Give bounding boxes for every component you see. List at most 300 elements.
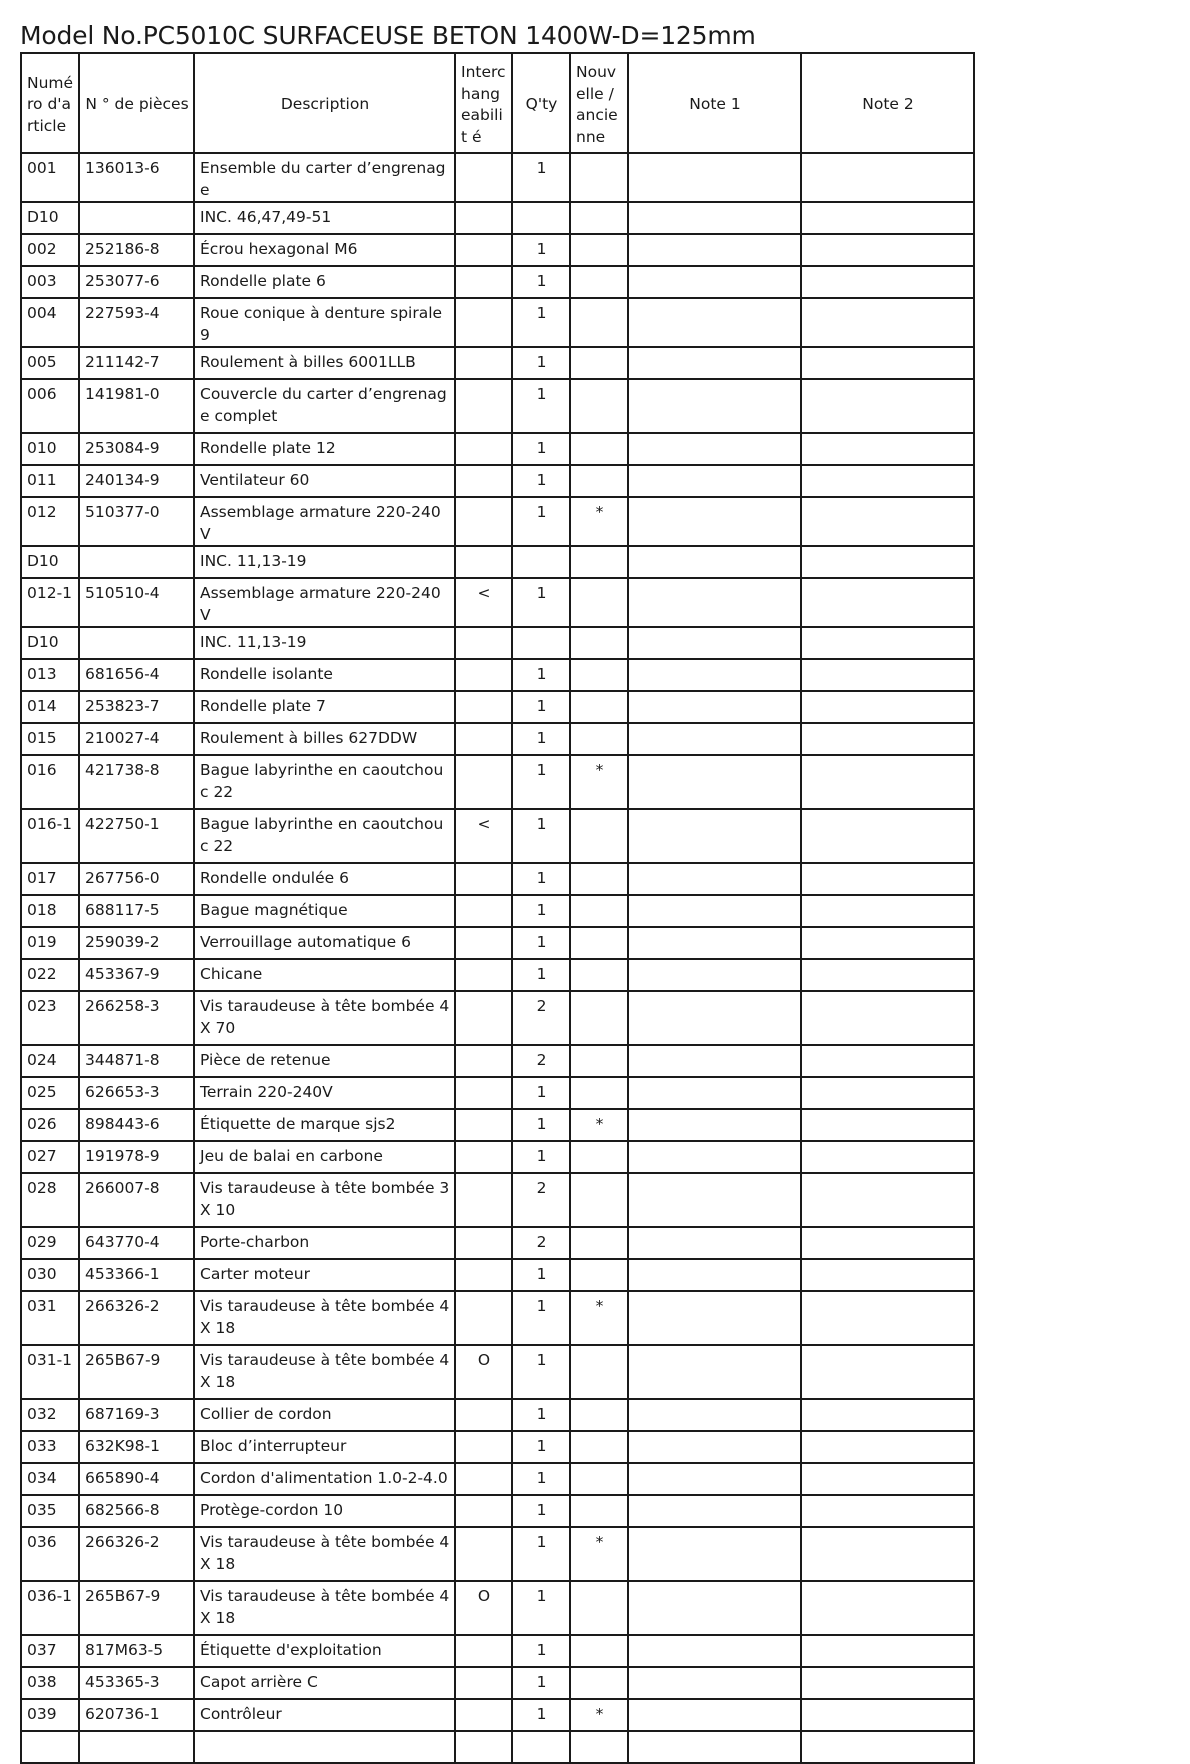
cell-interchangeability <box>455 298 512 347</box>
cell-new-old: * <box>570 1291 628 1345</box>
cell-interchangeability <box>455 927 512 959</box>
cell-note-1 <box>628 723 801 755</box>
cell-description: Étiquette d'exploitation <box>194 1635 455 1667</box>
cell-description: Assemblage armature 220-240V <box>194 578 455 627</box>
cell-note-2 <box>801 298 974 347</box>
cell-new-old <box>570 1173 628 1227</box>
cell-part-number: 688117-5 <box>79 895 194 927</box>
cell-description: Chicane <box>194 959 455 991</box>
cell-note-1 <box>628 202 801 234</box>
cell-item-number: 035 <box>21 1495 79 1527</box>
cell-new-old <box>570 1077 628 1109</box>
cell-description: Capot arrière C <box>194 1667 455 1699</box>
cell-quantity: 1 <box>512 959 570 991</box>
cell-new-old <box>570 1045 628 1077</box>
cell-part-number: 453365-3 <box>79 1667 194 1699</box>
cell-note-2 <box>801 863 974 895</box>
cell-description: Terrain 220-240V <box>194 1077 455 1109</box>
cell-quantity: 1 <box>512 1399 570 1431</box>
cell-note-1 <box>628 546 801 578</box>
cell-item-number: D10 <box>21 627 79 659</box>
cell-new-old <box>570 809 628 863</box>
cell-interchangeability <box>455 266 512 298</box>
table-row <box>21 497 974 546</box>
cell-item-number <box>21 1731 79 1763</box>
cell-quantity: 1 <box>512 723 570 755</box>
cell-note-1 <box>628 1259 801 1291</box>
cell-note-1 <box>628 298 801 347</box>
cell-description: Cordon d'alimentation 1.0-2-4.0 <box>194 1463 455 1495</box>
cell-quantity: 1 <box>512 895 570 927</box>
cell-item-number: 032 <box>21 1399 79 1431</box>
cell-new-old <box>570 863 628 895</box>
cell-note-1 <box>628 1527 801 1581</box>
cell-item-number: 037 <box>21 1635 79 1667</box>
cell-interchangeability: O <box>455 1345 512 1399</box>
cell-note-2 <box>801 959 974 991</box>
cell-note-2 <box>801 234 974 266</box>
table-row <box>21 266 974 298</box>
cell-part-number: 253084-9 <box>79 433 194 465</box>
cell-item-number: 031-1 <box>21 1345 79 1399</box>
cell-item-number: 015 <box>21 723 79 755</box>
cell-quantity: 1 <box>512 1527 570 1581</box>
cell-note-2 <box>801 1399 974 1431</box>
cell-part-number: 227593-4 <box>79 298 194 347</box>
cell-interchangeability <box>455 1731 512 1763</box>
cell-quantity: 1 <box>512 578 570 627</box>
cell-description: Bloc d’interrupteur <box>194 1431 455 1463</box>
cell-interchangeability <box>455 1291 512 1345</box>
cell-quantity: 1 <box>512 1431 570 1463</box>
cell-new-old: * <box>570 755 628 809</box>
cell-description: Ventilateur 60 <box>194 465 455 497</box>
cell-interchangeability <box>455 234 512 266</box>
cell-part-number: 253823-7 <box>79 691 194 723</box>
cell-item-number: D10 <box>21 202 79 234</box>
cell-description: Roulement à billes 6001LLB <box>194 347 455 379</box>
cell-quantity: 2 <box>512 991 570 1045</box>
cell-note-2 <box>801 1463 974 1495</box>
table-row <box>21 465 974 497</box>
table-row <box>21 1399 974 1431</box>
cell-note-2 <box>801 1109 974 1141</box>
cell-interchangeability <box>455 153 512 202</box>
cell-new-old <box>570 1141 628 1173</box>
cell-new-old <box>570 659 628 691</box>
cell-quantity: 1 <box>512 465 570 497</box>
cell-note-1 <box>628 578 801 627</box>
cell-note-1 <box>628 927 801 959</box>
cell-item-number: 033 <box>21 1431 79 1463</box>
cell-quantity: 1 <box>512 1077 570 1109</box>
table-row <box>21 659 974 691</box>
table-row <box>21 1495 974 1527</box>
cell-note-2 <box>801 895 974 927</box>
cell-new-old <box>570 347 628 379</box>
cell-interchangeability <box>455 1141 512 1173</box>
cell-note-1 <box>628 659 801 691</box>
table-row <box>21 691 974 723</box>
cell-part-number: 510510-4 <box>79 578 194 627</box>
cell-item-number: 013 <box>21 659 79 691</box>
cell-new-old: * <box>570 1109 628 1141</box>
cell-description: Ensemble du carter d’engrenage <box>194 153 455 202</box>
cell-interchangeability <box>455 959 512 991</box>
cell-description: Rondelle plate 6 <box>194 266 455 298</box>
cell-part-number: 191978-9 <box>79 1141 194 1173</box>
cell-interchangeability <box>455 1077 512 1109</box>
cell-item-number: 012 <box>21 497 79 546</box>
cell-interchangeability <box>455 1635 512 1667</box>
cell-description: Jeu de balai en carbone <box>194 1141 455 1173</box>
cell-note-1 <box>628 1463 801 1495</box>
cell-new-old <box>570 465 628 497</box>
cell-note-2 <box>801 465 974 497</box>
cell-quantity: 2 <box>512 1227 570 1259</box>
cell-item-number: D10 <box>21 546 79 578</box>
cell-part-number: 817M63-5 <box>79 1635 194 1667</box>
cell-new-old <box>570 927 628 959</box>
cell-note-2 <box>801 723 974 755</box>
cell-item-number: 003 <box>21 266 79 298</box>
cell-note-1 <box>628 1667 801 1699</box>
table-row <box>21 578 974 627</box>
cell-note-1 <box>628 266 801 298</box>
cell-new-old <box>570 691 628 723</box>
table-row <box>21 546 974 578</box>
page-title: Model No.PC5010C SURFACEUSE BETON 1400W-D=125mm <box>20 21 756 50</box>
cell-new-old <box>570 153 628 202</box>
cell-quantity: 1 <box>512 691 570 723</box>
table-row <box>21 1109 974 1141</box>
cell-quantity: 1 <box>512 266 570 298</box>
cell-item-number: 005 <box>21 347 79 379</box>
table-row <box>21 1227 974 1259</box>
cell-note-1 <box>628 1399 801 1431</box>
table-row <box>21 1345 974 1399</box>
cell-part-number: 252186-8 <box>79 234 194 266</box>
cell-quantity: 1 <box>512 234 570 266</box>
cell-note-1 <box>628 1699 801 1731</box>
cell-quantity: 1 <box>512 755 570 809</box>
cell-description: Assemblage armature 220-240V <box>194 497 455 546</box>
cell-quantity <box>512 1731 570 1763</box>
table-row <box>21 234 974 266</box>
cell-note-1 <box>628 627 801 659</box>
table-row <box>21 1731 974 1763</box>
cell-note-1 <box>628 1431 801 1463</box>
cell-quantity: 1 <box>512 153 570 202</box>
cell-item-number: 026 <box>21 1109 79 1141</box>
cell-quantity: 1 <box>512 1635 570 1667</box>
cell-new-old <box>570 1635 628 1667</box>
cell-interchangeability <box>455 1173 512 1227</box>
cell-part-number: 265B67-9 <box>79 1345 194 1399</box>
cell-new-old <box>570 895 628 927</box>
cell-interchangeability <box>455 991 512 1045</box>
cell-part-number: 620736-1 <box>79 1699 194 1731</box>
cell-description: Pièce de retenue <box>194 1045 455 1077</box>
cell-note-2 <box>801 809 974 863</box>
cell-new-old <box>570 1463 628 1495</box>
cell-part-number: 266326-2 <box>79 1527 194 1581</box>
cell-item-number: 011 <box>21 465 79 497</box>
cell-new-old <box>570 1495 628 1527</box>
cell-note-2 <box>801 659 974 691</box>
cell-description: Collier de cordon <box>194 1399 455 1431</box>
cell-interchangeability <box>455 895 512 927</box>
cell-quantity: 1 <box>512 1667 570 1699</box>
cell-interchangeability <box>455 1045 512 1077</box>
table-row <box>21 927 974 959</box>
cell-item-number: 031 <box>21 1291 79 1345</box>
cell-note-2 <box>801 497 974 546</box>
header-note-1: Note 1 <box>628 53 801 153</box>
cell-item-number: 016-1 <box>21 809 79 863</box>
cell-quantity: 2 <box>512 1173 570 1227</box>
cell-note-2 <box>801 927 974 959</box>
cell-note-2 <box>801 691 974 723</box>
cell-note-1 <box>628 863 801 895</box>
cell-description: Vis taraudeuse à tête bombée 4X 18 <box>194 1291 455 1345</box>
cell-item-number: 016 <box>21 755 79 809</box>
table-row <box>21 433 974 465</box>
cell-part-number <box>79 202 194 234</box>
header-note-2: Note 2 <box>801 53 974 153</box>
cell-item-number: 027 <box>21 1141 79 1173</box>
header-part-number: N ° de pièces <box>79 53 194 153</box>
cell-item-number: 028 <box>21 1173 79 1227</box>
cell-note-1 <box>628 959 801 991</box>
table-row <box>21 863 974 895</box>
table-row <box>21 1667 974 1699</box>
table-row <box>21 1527 974 1581</box>
cell-note-2 <box>801 1667 974 1699</box>
cell-item-number: 030 <box>21 1259 79 1291</box>
cell-quantity: 1 <box>512 298 570 347</box>
header-interchangeability: Interc hang eabilit é <box>455 53 512 153</box>
cell-item-number: 002 <box>21 234 79 266</box>
cell-note-1 <box>628 1227 801 1259</box>
cell-note-1 <box>628 1495 801 1527</box>
cell-description: Contrôleur <box>194 1699 455 1731</box>
cell-part-number: 453367-9 <box>79 959 194 991</box>
cell-note-1 <box>628 153 801 202</box>
cell-new-old: * <box>570 1527 628 1581</box>
cell-part-number: 136013-6 <box>79 153 194 202</box>
cell-note-1 <box>628 465 801 497</box>
cell-note-1 <box>628 991 801 1045</box>
cell-quantity <box>512 202 570 234</box>
cell-new-old <box>570 1259 628 1291</box>
cell-part-number: 259039-2 <box>79 927 194 959</box>
cell-note-2 <box>801 1345 974 1399</box>
cell-note-2 <box>801 379 974 433</box>
cell-note-2 <box>801 1227 974 1259</box>
cell-note-1 <box>628 1291 801 1345</box>
cell-quantity: 1 <box>512 659 570 691</box>
table-row <box>21 1699 974 1731</box>
cell-item-number: 036-1 <box>21 1581 79 1635</box>
cell-new-old <box>570 1731 628 1763</box>
cell-new-old <box>570 1345 628 1399</box>
cell-part-number: 344871-8 <box>79 1045 194 1077</box>
cell-note-2 <box>801 1141 974 1173</box>
cell-description: Carter moteur <box>194 1259 455 1291</box>
cell-new-old <box>570 1667 628 1699</box>
cell-part-number: 266258-3 <box>79 991 194 1045</box>
cell-note-1 <box>628 691 801 723</box>
cell-part-number: 643770-4 <box>79 1227 194 1259</box>
cell-note-1 <box>628 1141 801 1173</box>
cell-new-old <box>570 959 628 991</box>
cell-description: Vis taraudeuse à tête bombée 4X 18 <box>194 1345 455 1399</box>
cell-new-old <box>570 433 628 465</box>
cell-note-2 <box>801 1635 974 1667</box>
cell-note-1 <box>628 1077 801 1109</box>
cell-quantity <box>512 627 570 659</box>
cell-interchangeability <box>455 546 512 578</box>
cell-note-2 <box>801 991 974 1045</box>
cell-part-number: 665890-4 <box>79 1463 194 1495</box>
cell-new-old <box>570 202 628 234</box>
cell-part-number: 510377-0 <box>79 497 194 546</box>
cell-note-2 <box>801 1495 974 1527</box>
cell-note-1 <box>628 1109 801 1141</box>
cell-quantity: 1 <box>512 1141 570 1173</box>
cell-note-2 <box>801 627 974 659</box>
cell-note-2 <box>801 1581 974 1635</box>
cell-item-number: 038 <box>21 1667 79 1699</box>
table-row <box>21 1431 974 1463</box>
cell-interchangeability <box>455 1463 512 1495</box>
cell-description: Couvercle du carter d’engrenage complet <box>194 379 455 433</box>
cell-description <box>194 1731 455 1763</box>
cell-item-number: 025 <box>21 1077 79 1109</box>
cell-part-number: 141981-0 <box>79 379 194 433</box>
cell-quantity: 1 <box>512 1463 570 1495</box>
cell-description: Roue conique à denture spirale 9 <box>194 298 455 347</box>
cell-description: Vis taraudeuse à tête bombée 4X 18 <box>194 1581 455 1635</box>
cell-note-2 <box>801 202 974 234</box>
cell-interchangeability <box>455 497 512 546</box>
cell-interchangeability: < <box>455 578 512 627</box>
cell-new-old <box>570 1431 628 1463</box>
cell-new-old <box>570 723 628 755</box>
cell-item-number: 006 <box>21 379 79 433</box>
table-row <box>21 1045 974 1077</box>
cell-interchangeability <box>455 465 512 497</box>
cell-note-2 <box>801 1259 974 1291</box>
cell-note-2 <box>801 578 974 627</box>
cell-description: Verrouillage automatique 6 <box>194 927 455 959</box>
cell-new-old: * <box>570 497 628 546</box>
cell-interchangeability <box>455 723 512 755</box>
table-row <box>21 298 974 347</box>
cell-new-old <box>570 1581 628 1635</box>
cell-item-number: 029 <box>21 1227 79 1259</box>
cell-part-number: 253077-6 <box>79 266 194 298</box>
cell-quantity: 1 <box>512 809 570 863</box>
cell-part-number: 626653-3 <box>79 1077 194 1109</box>
table-row <box>21 1635 974 1667</box>
cell-description: Porte-charbon <box>194 1227 455 1259</box>
cell-note-1 <box>628 347 801 379</box>
cell-new-old <box>570 266 628 298</box>
cell-interchangeability <box>455 1109 512 1141</box>
cell-item-number: 014 <box>21 691 79 723</box>
parts-table <box>20 52 975 1764</box>
cell-note-2 <box>801 1527 974 1581</box>
cell-interchangeability <box>455 379 512 433</box>
cell-note-2 <box>801 433 974 465</box>
cell-description: INC. 46,47,49-51 <box>194 202 455 234</box>
cell-interchangeability <box>455 1527 512 1581</box>
cell-description: Protège-cordon 10 <box>194 1495 455 1527</box>
table-row <box>21 202 974 234</box>
cell-item-number: 039 <box>21 1699 79 1731</box>
header-description: Description <box>194 53 455 153</box>
table-row <box>21 1291 974 1345</box>
table-row <box>21 959 974 991</box>
cell-interchangeability <box>455 1495 512 1527</box>
cell-description: INC. 11,13-19 <box>194 546 455 578</box>
cell-interchangeability <box>455 863 512 895</box>
cell-description: Rondelle plate 12 <box>194 433 455 465</box>
cell-quantity <box>512 546 570 578</box>
cell-note-1 <box>628 379 801 433</box>
cell-part-number: 632K98-1 <box>79 1431 194 1463</box>
cell-description: Rondelle isolante <box>194 659 455 691</box>
cell-part-number: 681656-4 <box>79 659 194 691</box>
table-header-row <box>21 53 974 153</box>
table-row <box>21 627 974 659</box>
cell-new-old <box>570 1399 628 1431</box>
cell-part-number: 211142-7 <box>79 347 194 379</box>
cell-new-old <box>570 298 628 347</box>
cell-part-number: 687169-3 <box>79 1399 194 1431</box>
cell-interchangeability: < <box>455 809 512 863</box>
cell-new-old <box>570 234 628 266</box>
cell-part-number: 453366-1 <box>79 1259 194 1291</box>
cell-description: Vis taraudeuse à tête bombée 3X 10 <box>194 1173 455 1227</box>
cell-description: Rondelle plate 7 <box>194 691 455 723</box>
cell-part-number <box>79 627 194 659</box>
table-row <box>21 895 974 927</box>
cell-part-number: 421738-8 <box>79 755 194 809</box>
cell-quantity: 1 <box>512 497 570 546</box>
cell-note-1 <box>628 755 801 809</box>
cell-quantity: 1 <box>512 1109 570 1141</box>
cell-quantity: 1 <box>512 927 570 959</box>
cell-note-2 <box>801 266 974 298</box>
cell-quantity: 1 <box>512 1345 570 1399</box>
table-row <box>21 1463 974 1495</box>
parts-table-body <box>21 153 974 1763</box>
cell-part-number: 422750-1 <box>79 809 194 863</box>
cell-note-2 <box>801 347 974 379</box>
cell-note-1 <box>628 1635 801 1667</box>
cell-new-old <box>570 546 628 578</box>
cell-quantity: 1 <box>512 379 570 433</box>
cell-interchangeability <box>455 347 512 379</box>
cell-item-number: 022 <box>21 959 79 991</box>
table-row <box>21 1581 974 1635</box>
cell-item-number: 023 <box>21 991 79 1045</box>
cell-part-number: 266326-2 <box>79 1291 194 1345</box>
cell-note-2 <box>801 1699 974 1731</box>
